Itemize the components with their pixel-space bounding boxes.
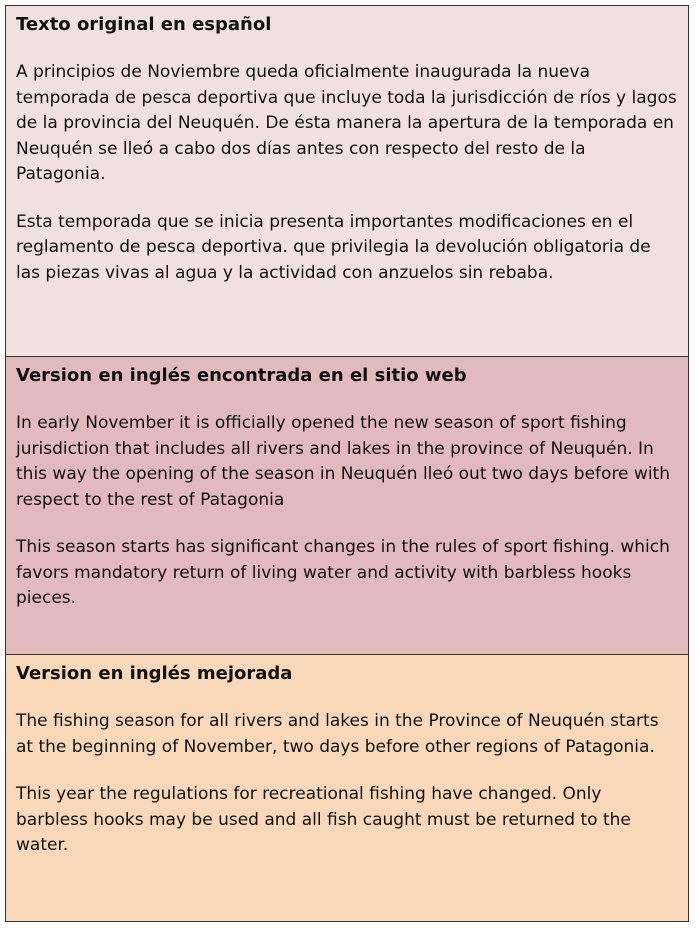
website-english-section	[6, 356, 688, 654]
section-heading: Version en inglés encontrada en el sitio web	[16, 365, 467, 386]
paragraph: This season starts has significant changes in the rules of sport fishing. which favors mandatory return of living water and activity with barbless hooks pieces.	[16, 537, 670, 608]
paragraph: Esta temporada que se inicia presenta importantes modificaciones en el reglamento de pesca deportiva. que privilegia la devolución obligatoria de las piezas vivas al agua y la actividad con anzuelos sin rebaba.	[16, 211, 651, 283]
paragraph: The fishing season for all rivers and lakes in the Province of Neuquén starts at the beginning of November, two days before other regions of Patagonia.	[16, 711, 659, 757]
paragraph: A principios de Noviembre queda oficialmente inaugurada la nueva temporada de pesca deportiva que incluye toda la jurisdicción de ríos y lagos de la provincia del Neuquén. De ésta manera la apertura de la temporada en Neuquén se lleó a cabo dos días antes con respecto del resto de la Patagonia.	[16, 62, 677, 184]
section-heading: Texto original en español	[16, 14, 272, 35]
section-heading: Version en inglés mejorada	[16, 663, 293, 684]
paragraph: In early November it is officially opened the new season of sport fishing jurisdiction that includes all rivers and lakes in the province of Neuquén. In this way the opening of the season in Neuquén lleó out two days before with respect to the rest of Patagonia	[16, 413, 670, 510]
improved-english-section	[6, 654, 688, 921]
original-spanish-section	[6, 6, 688, 356]
translation-comparison-table	[5, 5, 689, 922]
paragraph: This year the regulations for recreational fishing have changed. Only barbless hooks may be used and all fish caught must be returned to the water.	[16, 784, 631, 855]
